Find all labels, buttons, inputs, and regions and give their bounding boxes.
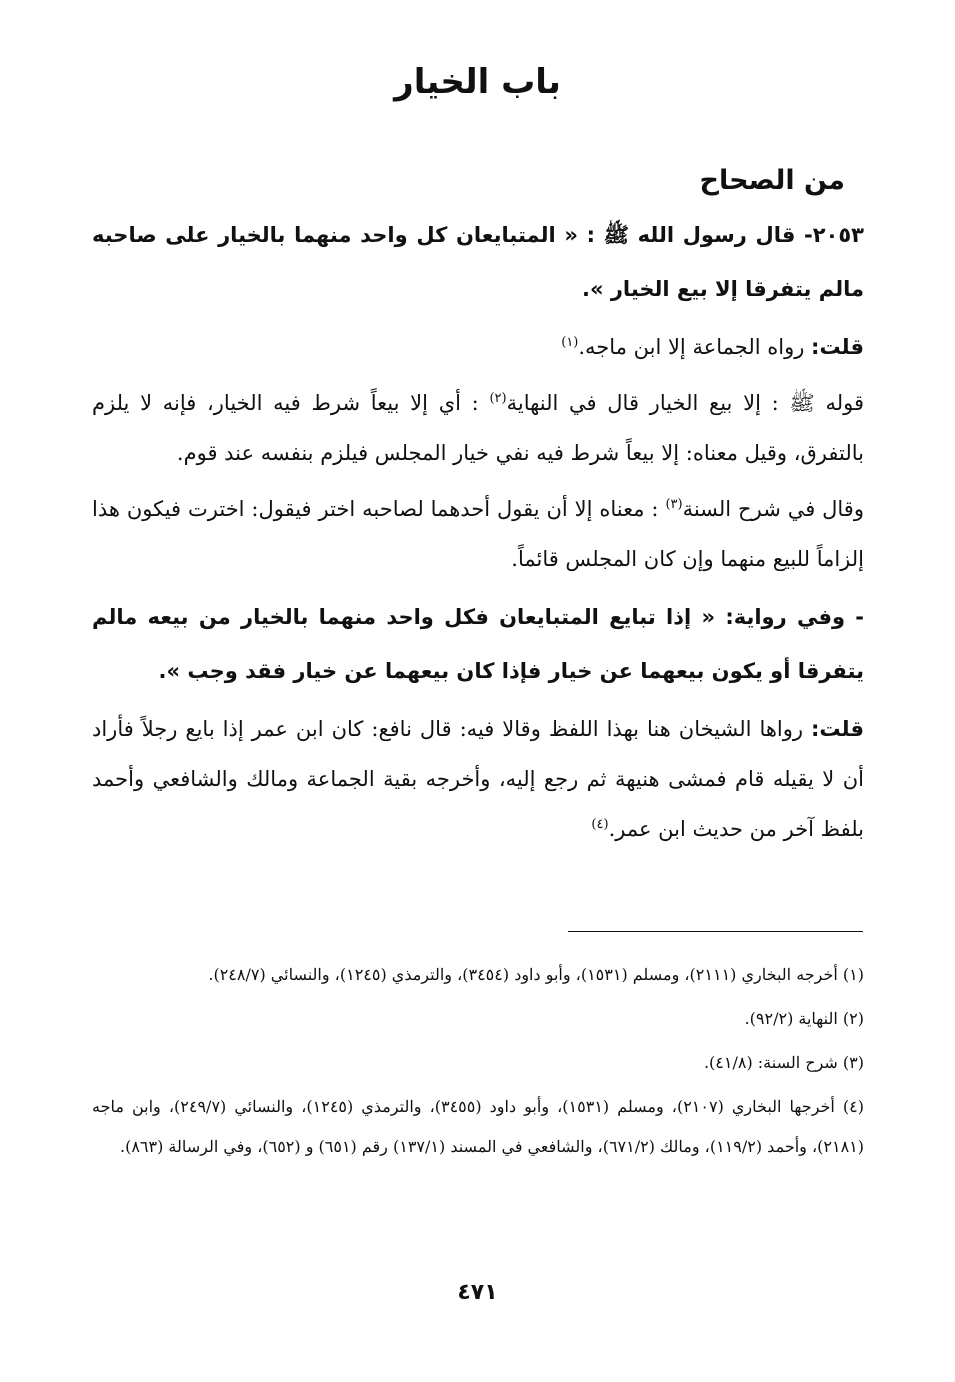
commentary-paragraph-2 <box>92 484 864 584</box>
footnote-ref: (٤) <box>591 817 609 832</box>
footnote-divider <box>568 931 863 932</box>
commentary-text: قوله ﷺ : إلا بيع الخيار قال في النهاية <box>506 391 864 415</box>
commentary-text: : معناه إلا أن يقول أحدهما لصاحبه اختر فيقول: اخترت فيكون هذا إلزاماً للبيع منهما وإن كان المجلس قائماً. <box>92 497 864 571</box>
section-heading: من الصحاح <box>699 165 845 196</box>
hadith-number-lead: ٢٠٥٣- قال رسول الله ﷺ : <box>586 223 865 247</box>
footnote-item: (٢) النهاية (٩٢/٢). <box>744 1009 864 1028</box>
footnote-ref: (٣) <box>665 497 683 512</box>
footnote-ref: (٢) <box>489 391 507 406</box>
commentary-paragraph-1 <box>92 378 864 478</box>
narration-text: « إذا تبايع المتبايعان فكل واحد منهما بالخيار من بيعه مالم يتفرقا أو يكون بيعهما عن خيار فإذا كان بيعهما عن خيار فقد وجب ». <box>92 605 864 683</box>
takhrij-paragraph-2 <box>92 704 864 854</box>
footnote-item: (٤) أخرجها البخاري (٢١٠٧)، ومسلم (١٥٣١)، وأبو داود (٣٤٥٥)، والترمذي (١٢٤٥)، والنسائي (٢٤٩/٧)، وابن ماجه (٢١٨١)، وأحمد (١١٩/٢)، ومالك (٦٧١/٢)، والشافعي في المسند (١٣٧/١) رقم (٦٥١) و (٦٥٢)، وفي الرسالة (٨٦٣). <box>92 1097 865 1156</box>
takhrij-paragraph-1 <box>92 322 864 372</box>
commentary-text: وقال في شرح السنة <box>682 497 864 521</box>
chapter-title: باب الخيار <box>394 62 561 102</box>
narration-lead: - وفي رواية: <box>725 605 865 629</box>
page-number: ٤٧١ <box>457 1280 498 1305</box>
footnote-ref: (١) <box>561 335 579 350</box>
takhrij-text: رواه الجماعة إلا ابن ماجه. <box>578 335 805 359</box>
footnote-item: (٣) شرح السنة: (٤١/٨). <box>703 1053 864 1072</box>
hadith-2053 <box>92 208 864 316</box>
hadith-text: « المتبايعان كل واحد منهما بالخيار على صاحبه مالم يتفرقا إلا بيع الخيار ». <box>92 223 864 301</box>
qultu-label: قلت: <box>811 717 864 741</box>
commentary-text: : أي إلا بيعاً شرط فيه الخيار، فإنه لا يلزم بالتفرق، وقيل معناه: إلا بيعاً شرط فيه نفي خيار المجلس فيلزم بنفسه عند قوم. <box>92 391 864 465</box>
qultu-label: قلت: <box>811 335 864 359</box>
narration-variant <box>92 590 864 698</box>
takhrij-text: رواها الشيخان هنا بهذا اللفظ وقالا فيه: قال نافع: كان ابن عمر إذا بايع رجلاً فأراد أن لا يقيله قام فمشى هنيهة ثم رجع إليه، وأخرجه بقية الجماعة ومالك والشافعي وأحمد بلفظ آخر من حديث ابن عمر. <box>92 717 864 841</box>
footnote-item: (١) أخرجه البخاري (٢١١١)، ومسلم (١٥٣١)، وأبو داود (٣٤٥٤)، والترمذي (١٢٤٥)، والنسائي (٢٤٨/٧). <box>208 965 864 984</box>
footnotes <box>92 955 864 1171</box>
main-text <box>92 208 864 860</box>
